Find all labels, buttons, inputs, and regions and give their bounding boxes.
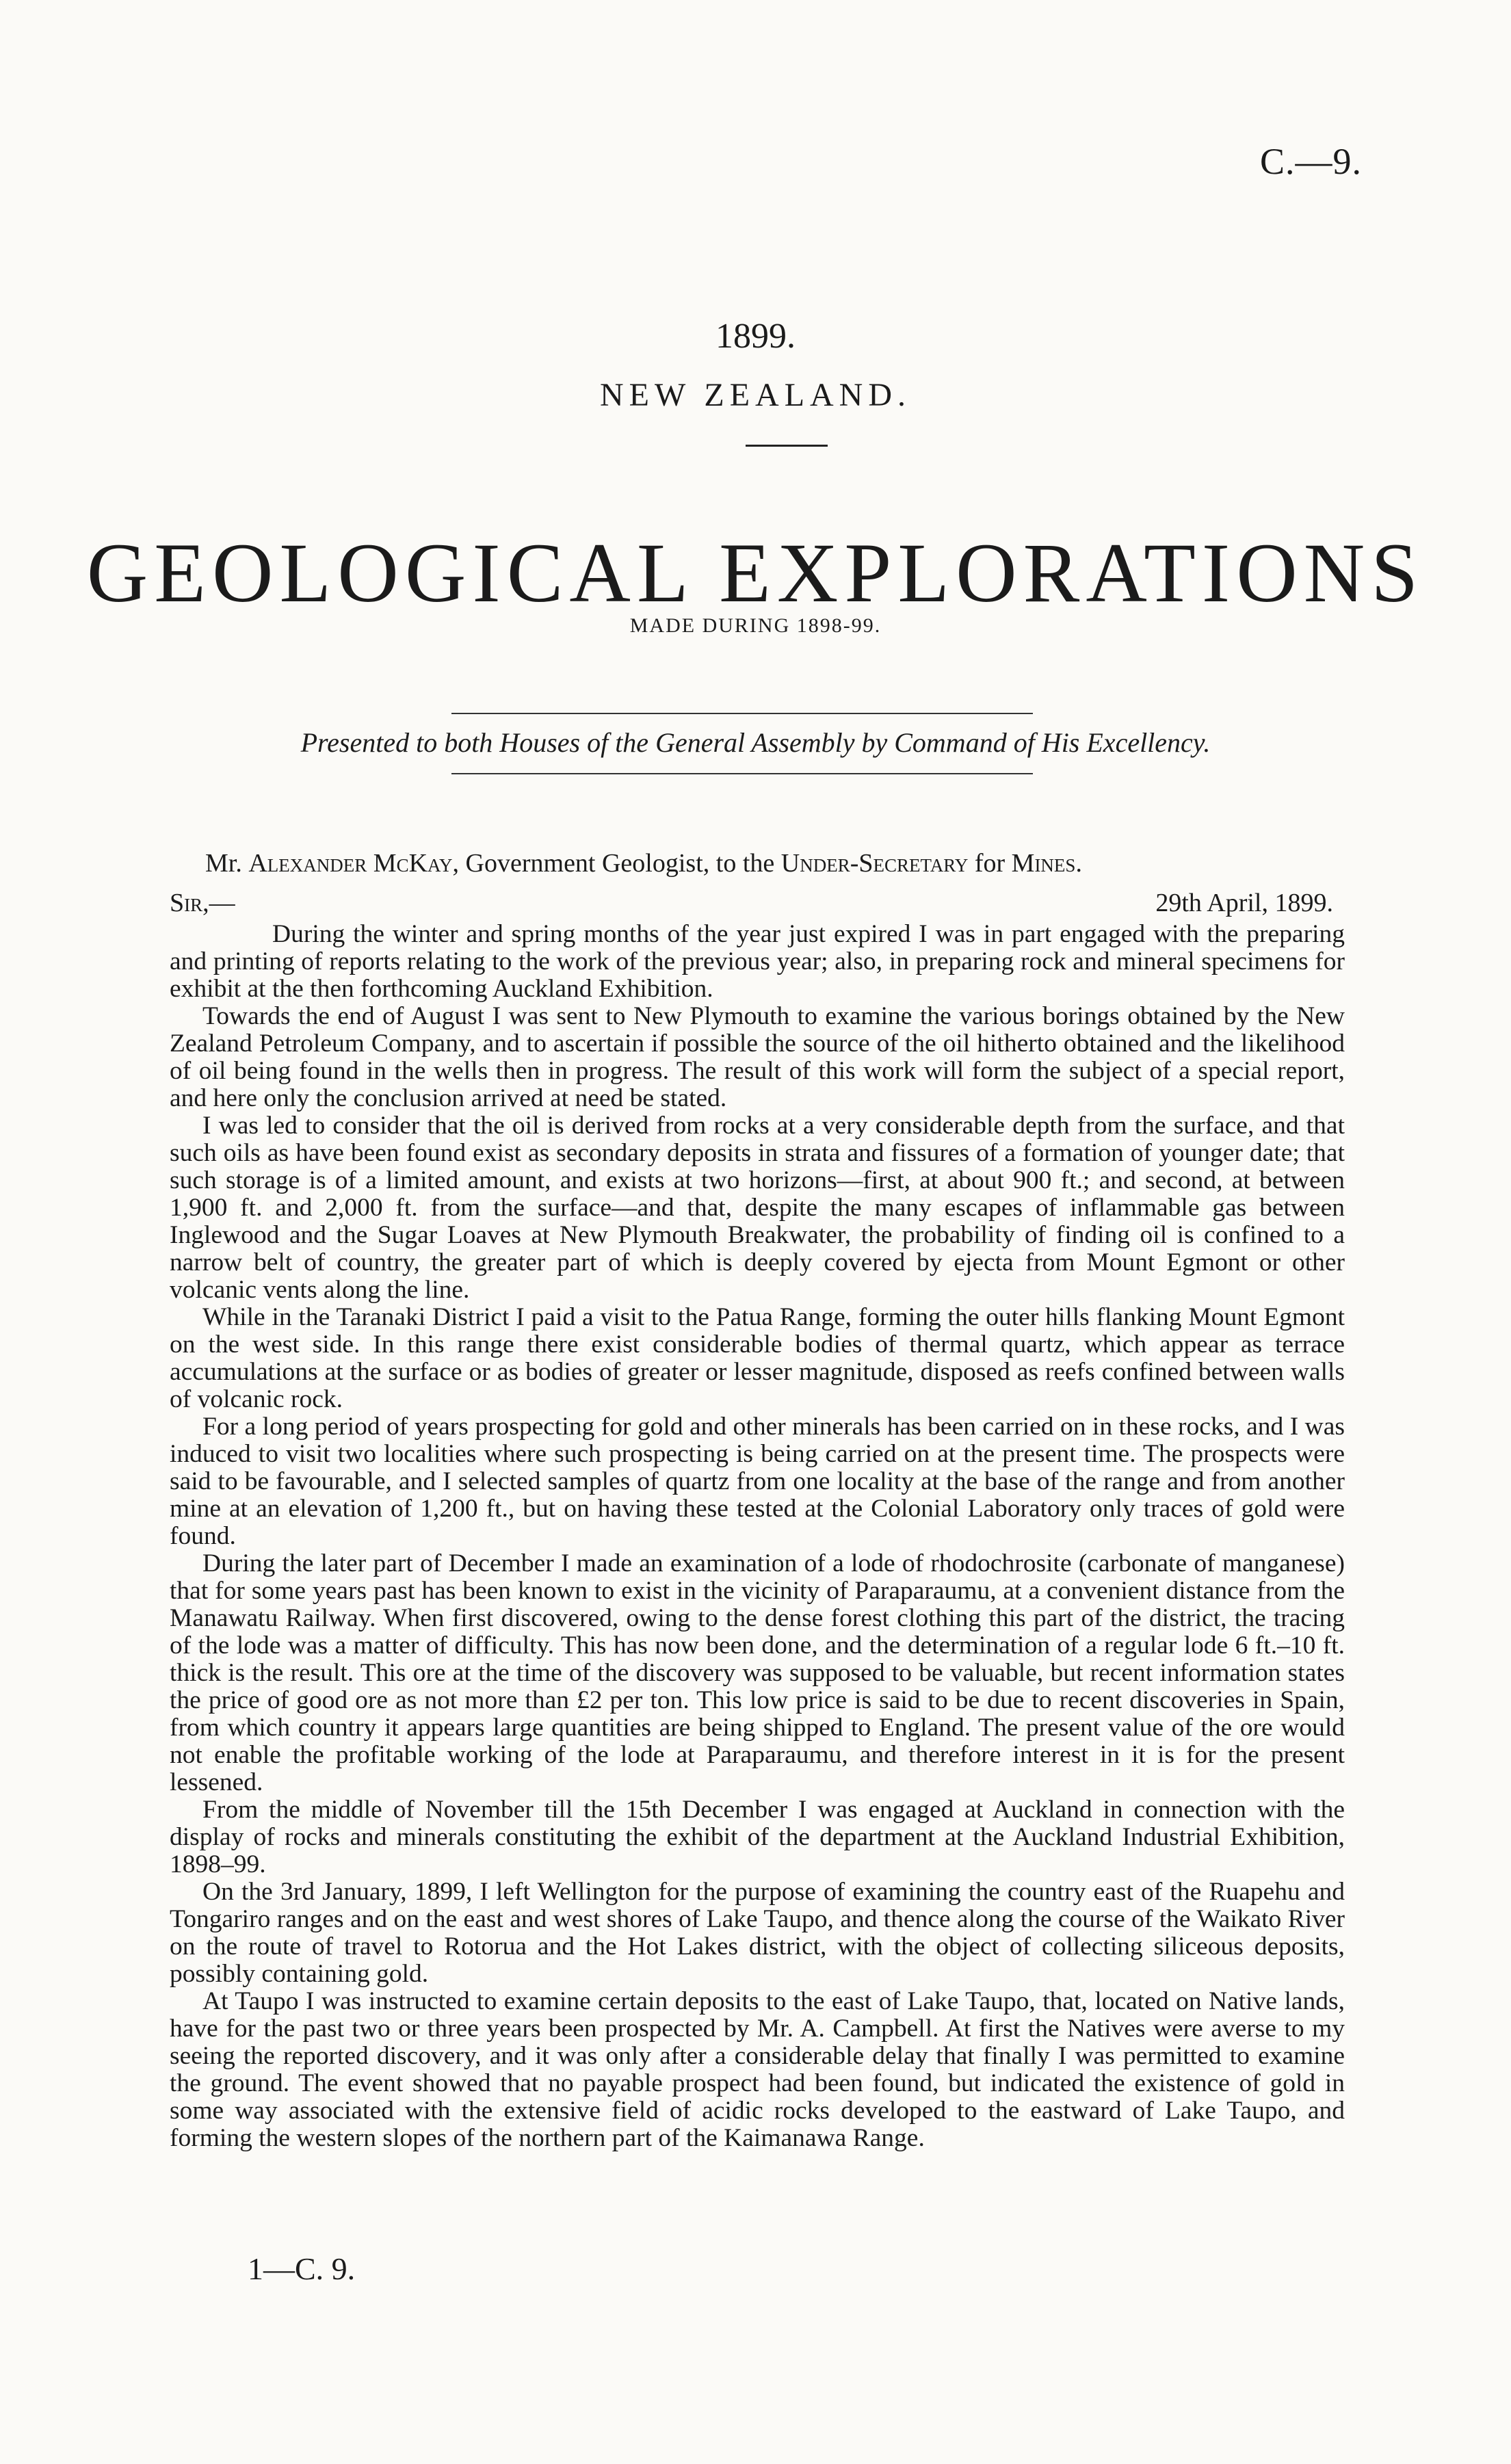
letter-author: Alexander McKay: [248, 849, 453, 878]
paragraph: From the middle of November till the 15th December I was engaged at Auckland in connection with the display of rocks and minerals constituting the exhibit of the department at the Auckland Industrial Exhibition, 1898–99.: [170, 1796, 1345, 1878]
letter-department: Mines: [1011, 849, 1076, 878]
document-year: 1899.: [715, 317, 796, 356]
page-signature: 1—C. 9.: [248, 2251, 356, 2286]
address-end: .: [1075, 849, 1082, 878]
paragraph: I was led to consider that the oil is derived from rocks at a very considerable depth from the surface, and that such oils as have been found exist as secondary deposits in strata and fissures of a formation of younger date; that such storage is of a limited amount, and exists at two horizons—first, at about 900 ft.; and second, at between 1,900 ft. and 2,000 ft. from the surface—and that, despite the many escapes of inflammable gas between Inglewood and the Sugar Loaves at New Plymouth Breakwater, the probability of finding oil is confined to a narrow belt of country, the greater part of which is deeply covered by ejecta from Mount Egmont or other volcanic vents along the line.: [170, 1112, 1345, 1304]
rule-below-presented: [451, 773, 1033, 774]
presented-note: Presented to both Houses of the General Assembly by Command of His Excellency.: [300, 727, 1211, 758]
short-rule: [746, 445, 828, 447]
rule-above-presented: [451, 713, 1033, 714]
letter-address: [205, 848, 1082, 878]
paragraph: During the later part of December I made an examination of a lode of rhodochrosite (carbonate of manganese) that for some years past has been known to exist in the vicinity of Paraparaumu, at a convenient distance from the Manawatu Railway. When first discovered, owing to the dense forest clothing this part of the district, the tracing of the lode was a matter of difficulty. This has now been done, and the determination of a regular lode 6 ft.–10 ft. thick is the result. This ore at the time of the discovery was supposed to be valuable, but recent information states the price of good ore as not more than £2 per ton. This low price is said to be due to recent discoveries in Spain, from which country it appears large quantities are being shipped to England. The present value of the ore would not enable the profitable working of the lode at Paraparaumu, and therefore interest in it is for the present lessened.: [170, 1549, 1345, 1796]
document-reference: C.—9.: [1259, 141, 1362, 182]
letter-recipient: Under-Secretary: [780, 849, 969, 878]
document-subtitle: MADE DURING 1898-99.: [629, 614, 882, 637]
letter-body: [170, 921, 1345, 2152]
paragraph: Towards the end of August I was sent to New Plymouth to examine the various borings obtained by the New Zealand Petroleum Company, and to ascertain if possible the source of the oil hitherto obtained and the likelihood of oil being found in the wells then in progress. The result of this work will form the subject of a special report, and here only the conclusion arrived at need be stated.: [170, 1002, 1345, 1112]
paragraph: While in the Taranaki District I paid a visit to the Patua Range, forming the outer hills flanking Mount Egmont on the west side. In this range there exist considerable bodies of thermal quartz, which appear as terrace accumulations at the surface or as bodies of greater or lesser magnitude, disposed as reefs confined between walls of volcanic rock.: [170, 1303, 1345, 1413]
paragraph: On the 3rd January, 1899, I left Wellington for the purpose of examining the country east of the Ruapehu and Tongariro ranges and on the east and west shores of Lake Taupo, and thence along the course of the Waikato River on the route of travel to Rotorua and the Hot Lakes district, with the object of collecting siliceous deposits, possibly containing gold.: [170, 1878, 1345, 1988]
paragraph: At Taupo I was instructed to examine certain deposits to the east of Lake Taupo, that, located on Native lands, have for the past two or three years been prospected by Mr. A. Campbell. At first the Natives were averse to my seeing the reported discovery, and it was only after a considerable delay that finally I was permitted to examine the ground. The event showed that no payable prospect had been found, but indicated the existence of gold in some way associated with the extensive field of acidic rocks developed to the eastward of Lake Taupo, and forming the western slopes of the northern part of the Kaimanawa Range.: [170, 1987, 1345, 2152]
letter-date: 29th April, 1899.: [1155, 889, 1333, 917]
paragraph: For a long period of years prospecting for gold and other minerals has been carried on in these rocks, and I was induced to visit two localities where such prospecting is being carried on at the present time. The prospects were said to be favourable, and I selected samples of quartz from one locality at the base of the range and from another mine at an elevation of 1,200 ft., but on having these tested at the Colonial Laboratory only traces of gold were found.: [170, 1413, 1345, 1550]
address-for: for: [974, 849, 1006, 878]
address-prefix: Mr.: [205, 849, 242, 878]
salutation: Sir,—: [170, 889, 235, 917]
document-title: GEOLOGICAL EXPLORATIONS: [86, 526, 1425, 620]
address-middle: , Government Geologist, to the: [452, 849, 775, 878]
document-country: NEW ZEALAND.: [599, 377, 912, 413]
paragraph: During the winter and spring months of the year just expired I was in part engaged with the preparing and printing of reports relating to the work of the previous year; also, in preparing rock and mineral specimens for exhibit at the then forthcoming Auckland Exhibition.: [170, 920, 1345, 1003]
